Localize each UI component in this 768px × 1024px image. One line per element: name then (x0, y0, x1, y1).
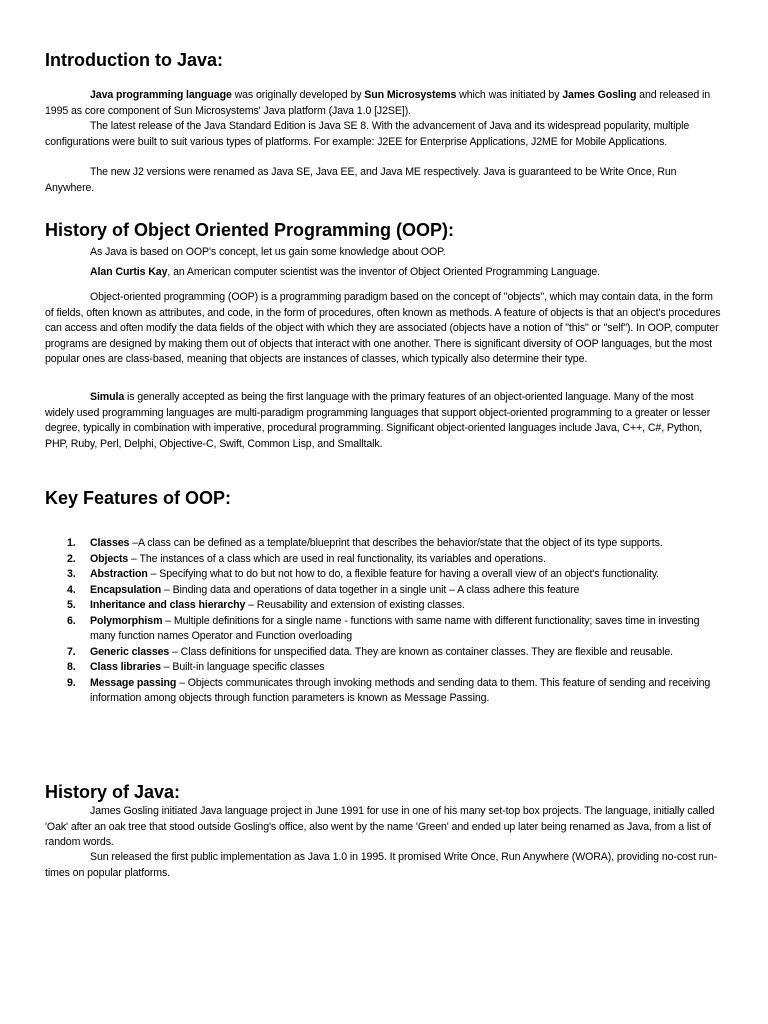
feature-list-item (45, 552, 721, 568)
feature-number: 2. (67, 552, 76, 565)
feature-term: Encapsulation (90, 583, 162, 596)
term-simula: Simula (90, 391, 125, 403)
feature-list-item (45, 598, 721, 614)
feature-list-item (45, 676, 721, 707)
term-sun-microsystems: Sun Microsystems (364, 89, 457, 101)
feature-list-item (45, 583, 721, 599)
feature-term: Abstraction (90, 568, 148, 580)
feature-term: Inheritance and class hierarchy (90, 599, 246, 611)
feature-term: Message passing (90, 676, 177, 689)
feature-description: – The instances of a class which are used in real functionality, its variables and operations. (128, 552, 546, 565)
term-java-programming-language: Java programming language (90, 89, 232, 101)
intro-paragraph-1: Java programming language was originally developed by Sun Microsystems which was initiated by James Gosling and released in 1995 as core component of Sun Microsystems' Java platform (Java 1.0 [J2SE]). (45, 89, 711, 117)
feature-list-item (45, 645, 721, 661)
feature-number: 7. (67, 645, 76, 658)
feature-term: Class libraries (90, 661, 161, 673)
feature-description: – Specifying what to do but not how to do, a flexible feature for having a overall view of an object's functionality. (147, 568, 659, 580)
heading-history-of-oop: History of Object Oriented Programming (OOP): (45, 220, 455, 240)
feature-term: Generic classes (90, 645, 170, 658)
feature-description: – Built-in language specific classes (160, 661, 325, 673)
feature-description: – Class definitions for unspecified data. They are known as container classes. They are flexible and reusable. (169, 645, 673, 658)
feature-list-item (45, 567, 721, 583)
feature-list-item (45, 536, 721, 552)
heading-history-of-java: History of Java: (45, 782, 181, 802)
term-alan-curtis-kay: Alan Curtis Kay (90, 266, 168, 278)
intro-paragraph-2: The latest release of the Java Standard Edition is Java SE 8. With the advancement of Java and its widespread popularity, multiple configurations were built to suit various types of platforms. For example: J2EE for Enterprise Applications, J2ME for Mobile Applications. (45, 120, 690, 148)
feature-description: – Reusability and extension of existing classes. (245, 599, 465, 611)
oop-paragraph-2: Alan Curtis Kay, an American computer scientist was the inventor of Object Oriented Programming Language. (90, 266, 601, 278)
oop-paragraph-4: Simula is generally accepted as being the first language with the primary features of an object-oriented language. Many of the most widely used programming languages are multi-paradigm programming languages that support object-oriented programming to a greater or lesser degree, typically in combination with imperative, procedural programming. Significant object-oriented languages include Java, C++, C#, Python, PHP, Ruby, Perl, Delphi, Objective-C, Swift, Common Lisp, and Smalltalk. (45, 391, 711, 450)
feature-term: Objects (90, 552, 129, 565)
java-history-paragraph-2: Sun released the first public implementation as Java 1.0 in 1995. It promised Write Once, Run Anywhere (WORA), providing no-cost run-times on popular platforms. (45, 851, 718, 879)
heading-key-features-of-oop: Key Features of OOP: (45, 488, 232, 508)
features-list (45, 536, 721, 707)
java-history-paragraph-1: James Gosling initiated Java language project in June 1991 for use in one of his many set-top box projects. The language, initially called 'Oak' after an oak tree that stood outside Gosling's office, also went by the name 'Green' and ended up later being renamed as Java, from a list of random words. (45, 805, 715, 848)
feature-description: – Binding data and operations of data together in a single unit – A class adhere this feature (161, 583, 580, 596)
feature-description: – Multiple definitions for a single name - functions with same name with different functionality; saves time in investing many function names Operator and Function overloading (90, 614, 700, 642)
feature-description: –A class can be defined as a template/blueprint that describes the behavior/state that the object of its type supports. (129, 537, 663, 549)
feature-term: Classes (90, 537, 130, 549)
term-james-gosling: James Gosling (562, 89, 637, 101)
feature-description: – Objects communicates through invoking methods and sending data to them. This feature of sending and receiving information among objects through function parameters is known as Message Passing. (90, 676, 711, 704)
feature-number: 3. (67, 568, 76, 580)
feature-number: 6. (67, 614, 76, 627)
feature-list-item (45, 614, 721, 645)
intro-paragraph-3: The new J2 versions were renamed as Java SE, Java EE, and Java ME respectively. Java is guaranteed to be Write Once, Run Anywhere. (45, 166, 677, 194)
feature-number: 9. (67, 676, 76, 689)
heading-introduction-to-java: Introduction to Java: (45, 50, 224, 70)
feature-term: Polymorphism (90, 614, 163, 627)
oop-paragraph-3: Object-oriented programming (OOP) is a programming paradigm based on the concept of "objects", which may contain data, in the form of fields, often known as attributes, and code, in the form of procedures, often known as methods. A feature of objects is that an object's procedures can access and often modify the data fields of the object with which they are associated (objects have a notion of "this" or "self"). In OOP, computer programs are designed by making them out of objects that interact with one another. There is significant diversity of OOP languages, but the most popular ones are class-based, meaning that objects are instances of classes, which typically also determine their type. (45, 291, 721, 365)
feature-number: 1. (67, 537, 76, 549)
feature-number: 4. (67, 583, 76, 596)
oop-paragraph-1: As Java is based on OOP's concept, let us gain some knowledge about OOP. (90, 246, 446, 258)
feature-list-item (45, 660, 721, 676)
feature-number: 8. (67, 661, 76, 673)
feature-number: 5. (67, 599, 76, 611)
